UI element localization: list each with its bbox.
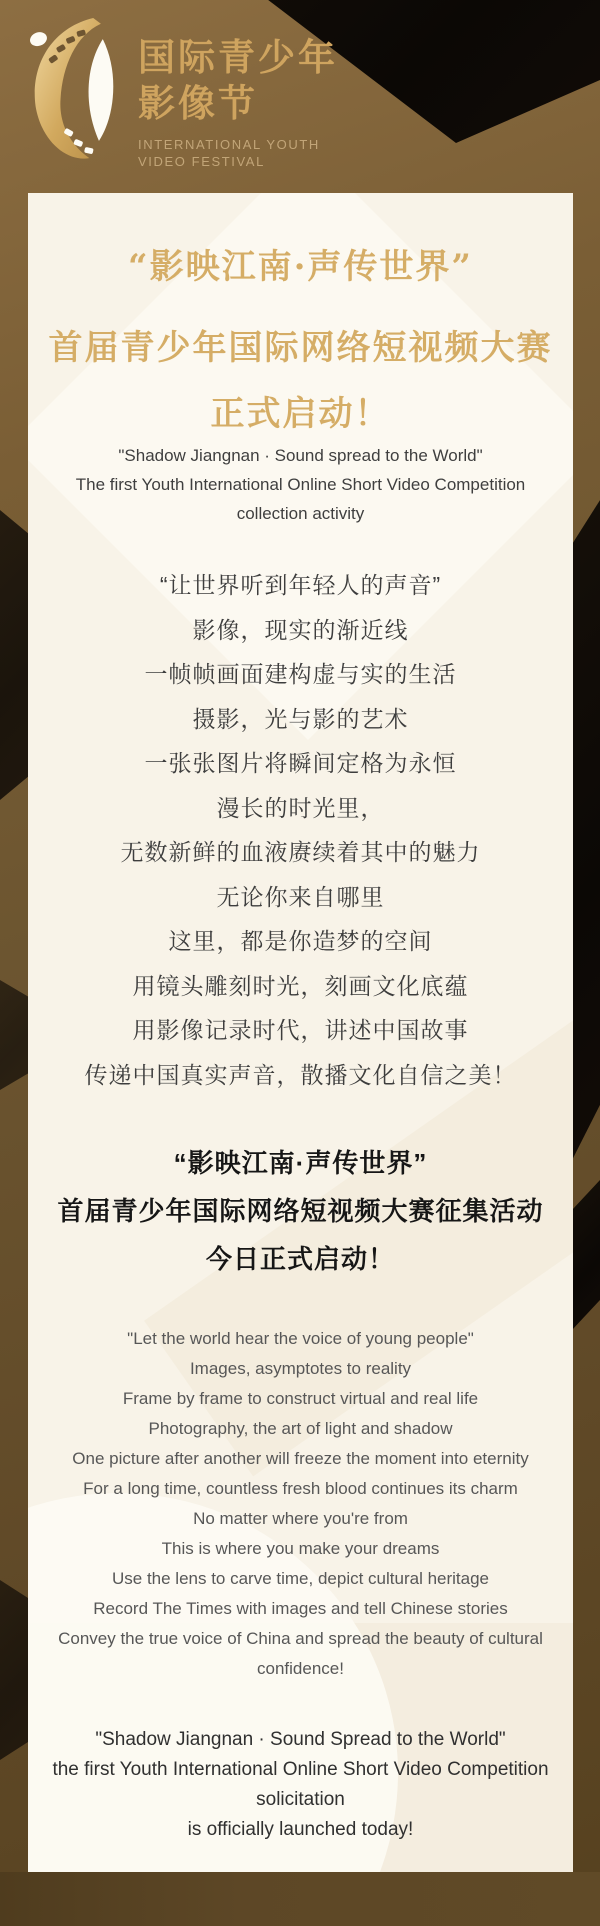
card-title-bold-line1: 首届青少年国际网络短视频大赛 xyxy=(48,329,553,367)
poem-cn-line: 用影像记录时代，讲述中国故事 xyxy=(132,1017,469,1043)
card-title-block xyxy=(28,243,573,456)
poem-en-line: Convey the true voice of China and spread the beauty of cultural xyxy=(58,1629,543,1648)
poem-cn-line: 这里，都是你造梦的空间 xyxy=(168,928,433,954)
poem-en-line: Frame by frame to construct virtual and real life xyxy=(122,1389,479,1408)
dark-diagonal-left-middle xyxy=(0,980,28,1090)
poem-cn-line: 无论你来自哪里 xyxy=(216,883,385,910)
festival-title-cn-line2: 影像节 xyxy=(138,81,258,125)
dark-diagonal-left-upper xyxy=(0,510,28,800)
poem-cn-line: 一张张图片将瞬间定格为永恒 xyxy=(144,750,457,776)
poem-chinese xyxy=(28,563,573,1097)
poem-en-line: No matter where you're from xyxy=(193,1509,408,1528)
poem-en-line: Record The Times with images and tell Chinese stories xyxy=(93,1599,508,1618)
poem-en-line: Use the lens to carve time, depict cultural heritage xyxy=(111,1569,490,1588)
festival-title-cn-line1: 国际青少年 xyxy=(138,35,338,79)
poem-en-line: For a long time, countless fresh blood continues its charm xyxy=(83,1479,518,1498)
poem-en-line: This is where you make your dreams xyxy=(161,1539,440,1558)
poem-en-line: Images, asymptotes to reality xyxy=(189,1359,412,1378)
footer-en-line: "Shadow Jiangnan · Sound Spread to the World" xyxy=(95,1729,506,1750)
launch-heading-chinese xyxy=(28,1139,573,1283)
festival-title-en-line1: INTERNATIONAL YOUTH xyxy=(138,137,320,152)
footer-en-line: is officially launched today! xyxy=(187,1819,414,1840)
launch-heading-line: “影映江南·声传世界” xyxy=(173,1148,428,1178)
launch-footer-english xyxy=(28,1725,573,1845)
launch-heading-line: 首届青少年国际网络短视频大赛征集活动 xyxy=(57,1196,544,1226)
poem-cn-line: 传递中国真实声音，散播文化自信之美！ xyxy=(84,1061,517,1088)
subtitle-en-line: collection activity xyxy=(236,504,365,523)
card-title-serif: “影映江南·声传世界” xyxy=(128,247,473,287)
card-subtitle-en xyxy=(28,441,573,528)
poem-cn-line: 无数新鲜的血液赓续着其中的魅力 xyxy=(120,839,481,865)
festival-title-en xyxy=(138,136,338,170)
footer-en-line: the first Youth International Online Short Video Competition solicitation xyxy=(52,1759,549,1810)
subtitle-en-line: The first Youth International Online Short Video Competition xyxy=(75,475,526,494)
announcement-card xyxy=(28,193,573,1872)
poem-en-line: One picture after another will freeze the moment into eternity xyxy=(72,1449,529,1468)
dark-diagonal-right-lower xyxy=(572,1180,600,1330)
bottom-brown-band xyxy=(0,1872,600,1926)
poem-cn-line: 影像，现实的渐近线 xyxy=(192,616,409,643)
poem-cn-line: 一帧帧画面建构虚与实的生活 xyxy=(144,661,457,687)
poem-en-line: "Let the world hear the voice of young people" xyxy=(127,1329,474,1348)
festival-title-en-line2: VIDEO FESTIVAL xyxy=(138,154,265,169)
poem-cn-line: 摄影，光与影的艺术 xyxy=(192,705,409,732)
subtitle-en-line: "Shadow Jiangnan · Sound spread to the World" xyxy=(118,446,483,465)
film-strip-swirl-icon xyxy=(26,16,122,164)
poem-cn-line: 用镜头雕刻时光，刻画文化底蕴 xyxy=(132,972,469,999)
poem-english xyxy=(28,1324,573,1684)
launch-heading-line: 今日正式启动！ xyxy=(205,1244,395,1274)
dark-diagonal-right-upper xyxy=(572,470,600,1170)
festival-wordmark xyxy=(138,34,338,170)
dark-diagonal-left-lower xyxy=(0,1580,28,1760)
card-title-bold-line2: 正式启动！ xyxy=(210,395,391,433)
poem-en-line: Photography, the art of light and shadow xyxy=(148,1419,453,1438)
poem-cn-line: “让世界听到年轻人的声音” xyxy=(159,572,442,598)
poem-en-line: confidence! xyxy=(257,1659,344,1678)
poem-cn-line: 漫长的时光里， xyxy=(216,794,385,821)
